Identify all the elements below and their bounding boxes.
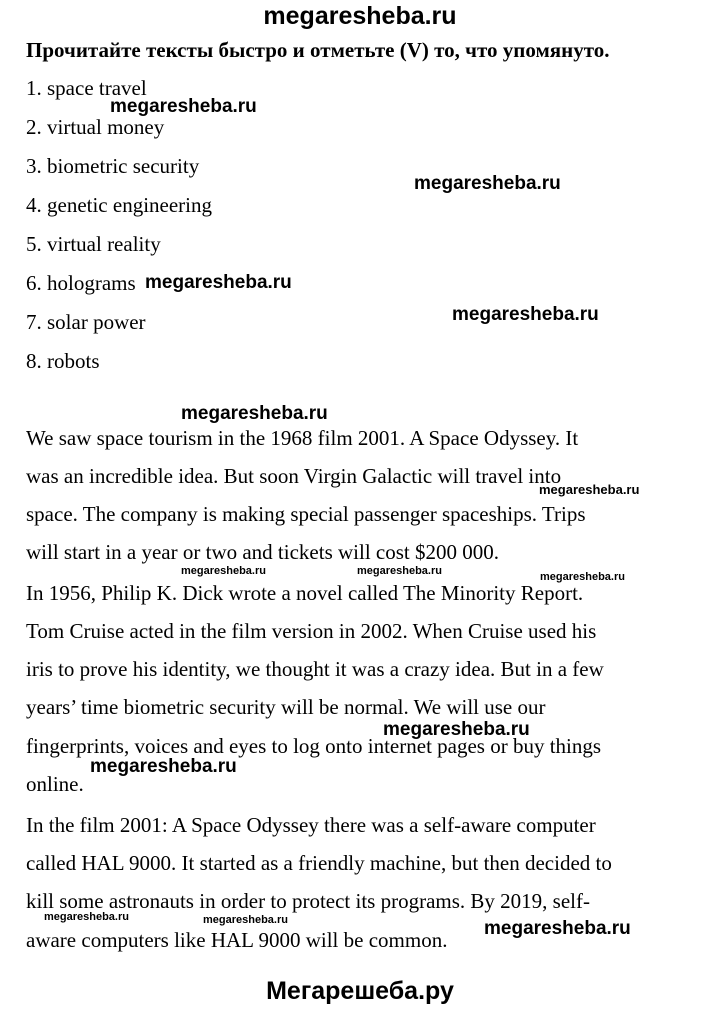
text-line: online. [26,772,84,796]
watermark: megaresheba.ru [484,918,631,939]
list-item: 7. solar power [26,310,146,334]
text-line: years’ time biometric security will be normal. We will use our [26,695,546,719]
watermark: megaresheba.ru [414,173,561,194]
task-instruction: Прочитайте тексты быстро и отметьте (V) то, что упомянуто. [26,38,610,62]
watermark: megaresheba.ru [203,914,288,926]
watermark: megaresheba.ru [357,565,442,577]
watermark: megaresheba.ru [539,482,640,497]
text-line: was an incredible idea. But soon Virgin Galactic will travel into [26,464,562,488]
text-line: called HAL 9000. It started as a friendly machine, but then decided to [26,851,612,875]
watermark: megaresheba.ru [540,571,625,583]
text-line: kill some astronauts in order to protect its programs. By 2019, self- [26,889,590,913]
watermark: megaresheba.ru [110,96,257,117]
list-item: 3. biometric security [26,154,200,178]
text-line: fingerprints, voices and eyes to log onto internet pages or buy things [26,734,602,758]
site-header: megaresheba.ru [263,2,457,30]
list-item: 5. virtual reality [26,232,161,256]
text-line: iris to prove his identity, we thought it was a crazy idea. But in a few [26,657,604,681]
list-item: 6. holograms [26,271,136,295]
text-line: will start in a year or two and tickets will cost $200 000. [26,540,499,564]
text-line: Tom Cruise acted in the film version in 2002. When Cruise used his [26,619,597,643]
text-line: We saw space tourism in the 1968 film 2001. A Space Odyssey. It [26,426,579,450]
text-line: space. The company is making special passenger spaceships. Trips [26,502,586,526]
watermark: megaresheba.ru [383,719,530,740]
site-footer: Мегарешеба.ру [266,977,454,1005]
watermark: megaresheba.ru [181,403,328,424]
text-line: In the film 2001: A Space Odyssey there was a self-aware computer [26,813,596,837]
list-item: 2. virtual money [26,115,165,139]
watermark: megaresheba.ru [181,565,266,577]
text-line: aware computers like HAL 9000 will be common. [26,928,448,952]
list-item: 4. genetic engineering [26,193,213,217]
list-item: 8. robots [26,349,100,373]
text-line: In 1956, Philip K. Dick wrote a novel called The Minority Report. [26,581,584,605]
list-item: 1. space travel [26,76,147,100]
watermark: megaresheba.ru [44,911,129,923]
watermark: megaresheba.ru [145,272,292,293]
watermark: megaresheba.ru [452,304,599,325]
watermark: megaresheba.ru [90,756,237,777]
